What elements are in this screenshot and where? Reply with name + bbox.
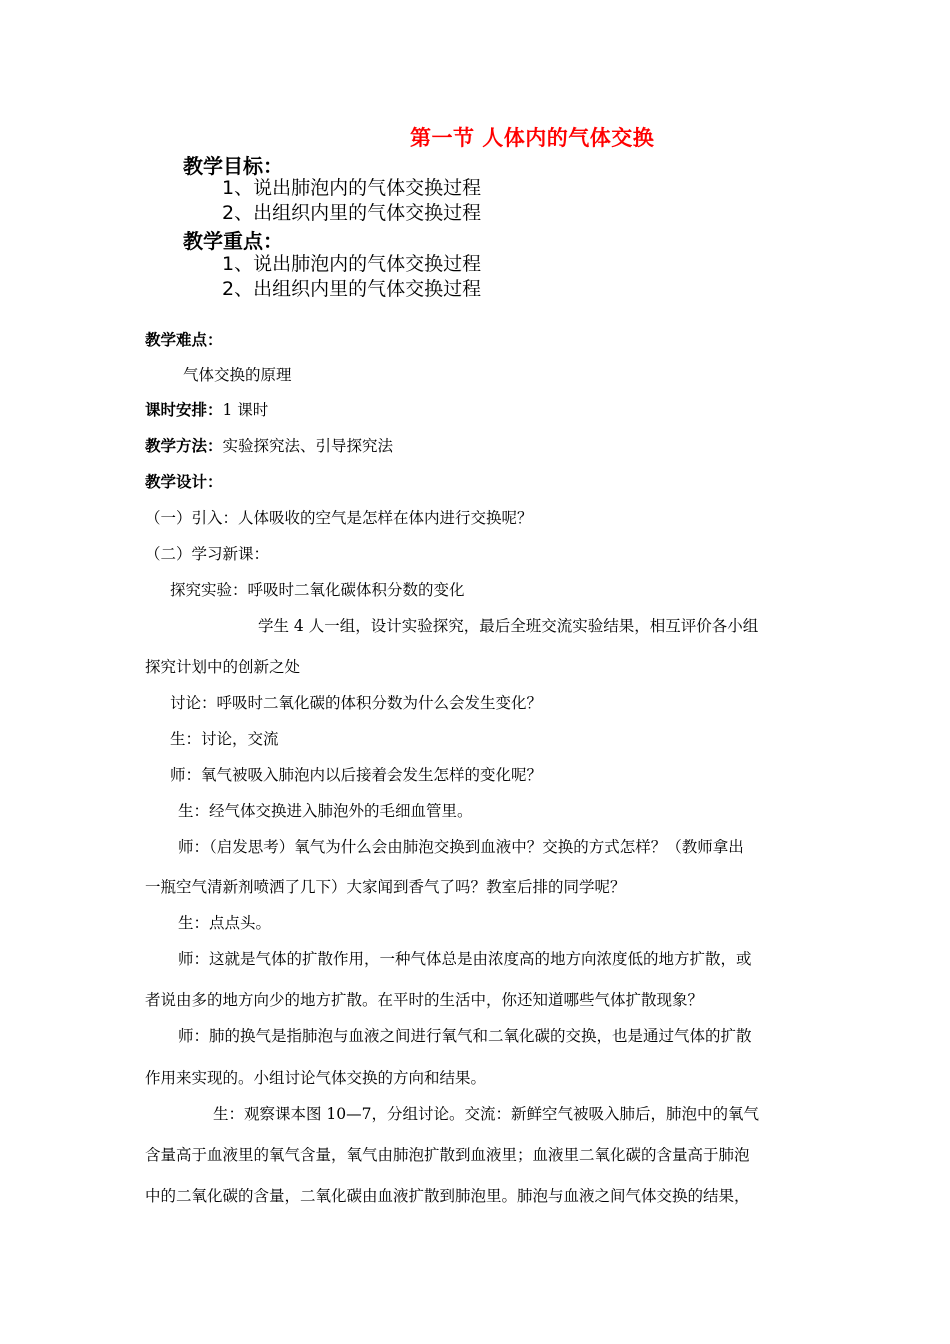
paragraph-line: 师：（启发思考）氧气为什么会由肺泡交换到血液中？交换的方式怎样？（教师拿出: [178, 838, 744, 856]
paragraph-line: （一）引入：人体吸收的空气是怎样在体内进行交换呢？: [145, 509, 533, 527]
design-label: 教学设计：: [145, 472, 223, 491]
paragraph-line: 师：氧气被吸入肺泡内以后接着会发生怎样的变化呢？: [170, 766, 543, 784]
paragraph-line: 师：这就是气体的扩散作用，一种气体总是由浓度高的地方向浓度低的地方扩散，或: [178, 950, 752, 968]
paragraph-line: 中的二氧化碳的含量，二氧化碳由血液扩散到肺泡里。肺泡与血液之间气体交换的结果，: [145, 1187, 750, 1205]
paragraph-line: 含量高于血液里的氧气含量，氧气由肺泡扩散到血液里；血液里二氧化碳的含量高于肺泡: [145, 1146, 750, 1164]
paragraph-line: 生：经气体交换进入肺泡外的毛细血管里。: [178, 802, 473, 820]
method-text: 实验探究法、引导探究法: [222, 437, 394, 455]
objectives-heading: 教学目标：: [183, 154, 283, 178]
key-points-heading: 教学重点：: [183, 229, 283, 253]
paragraph-line: 讨论：呼吸时二氧化碳的体积分数为什么会发生变化？: [170, 694, 543, 712]
paragraph-line: 一瓶空气清新剂喷洒了几下）大家闻到香气了吗？教室后排的同学呢？: [145, 878, 626, 896]
difficulty-label: 教学难点：: [145, 330, 223, 349]
schedule-row: [145, 398, 268, 420]
paragraph-line: 作用来实现的。小组讨论气体交换的方向和结果。: [145, 1069, 487, 1087]
objective-item-2: 2、出组织内里的气体交换过程: [222, 202, 482, 224]
paragraph-line: 探究计划中的创新之处: [145, 658, 301, 676]
page-title: 第一节 人体内的气体交换: [410, 125, 655, 150]
paragraph-line: （二）学习新课：: [145, 545, 270, 563]
paragraph-line: 生：讨论，交流: [170, 730, 279, 748]
key-point-item-1: 1、说出肺泡内的气体交换过程: [222, 253, 482, 275]
schedule-label: 课时安排：: [145, 400, 223, 419]
method-label: 教学方法：: [145, 436, 223, 455]
paragraph-line: 探究实验：呼吸时二氧化碳体积分数的变化: [170, 581, 465, 599]
objective-item-1: 1、说出肺泡内的气体交换过程: [222, 177, 482, 199]
key-point-item-2: 2、出组织内里的气体交换过程: [222, 278, 482, 300]
paragraph-line: 生：点点头。: [178, 914, 272, 932]
paragraph-line: 生：观察课本图 10—7，分组讨论。交流：新鲜空气被吸入肺后，肺泡中的氧气: [213, 1105, 760, 1123]
paragraph-line: 者说由多的地方向少的地方扩散。在平时的生活中，你还知道哪些气体扩散现象？: [145, 991, 704, 1009]
difficulty-text: 气体交换的原理: [183, 366, 292, 384]
paragraph-line: 师：肺的换气是指肺泡与血液之间进行氧气和二氧化碳的交换，也是通过气体的扩散: [178, 1027, 752, 1045]
method-row: [145, 434, 393, 456]
schedule-text: 1 课时: [222, 401, 269, 419]
paragraph-line: 学生 4 人一组，设计实验探究，最后全班交流实验结果，相互评价各小组: [258, 617, 759, 635]
